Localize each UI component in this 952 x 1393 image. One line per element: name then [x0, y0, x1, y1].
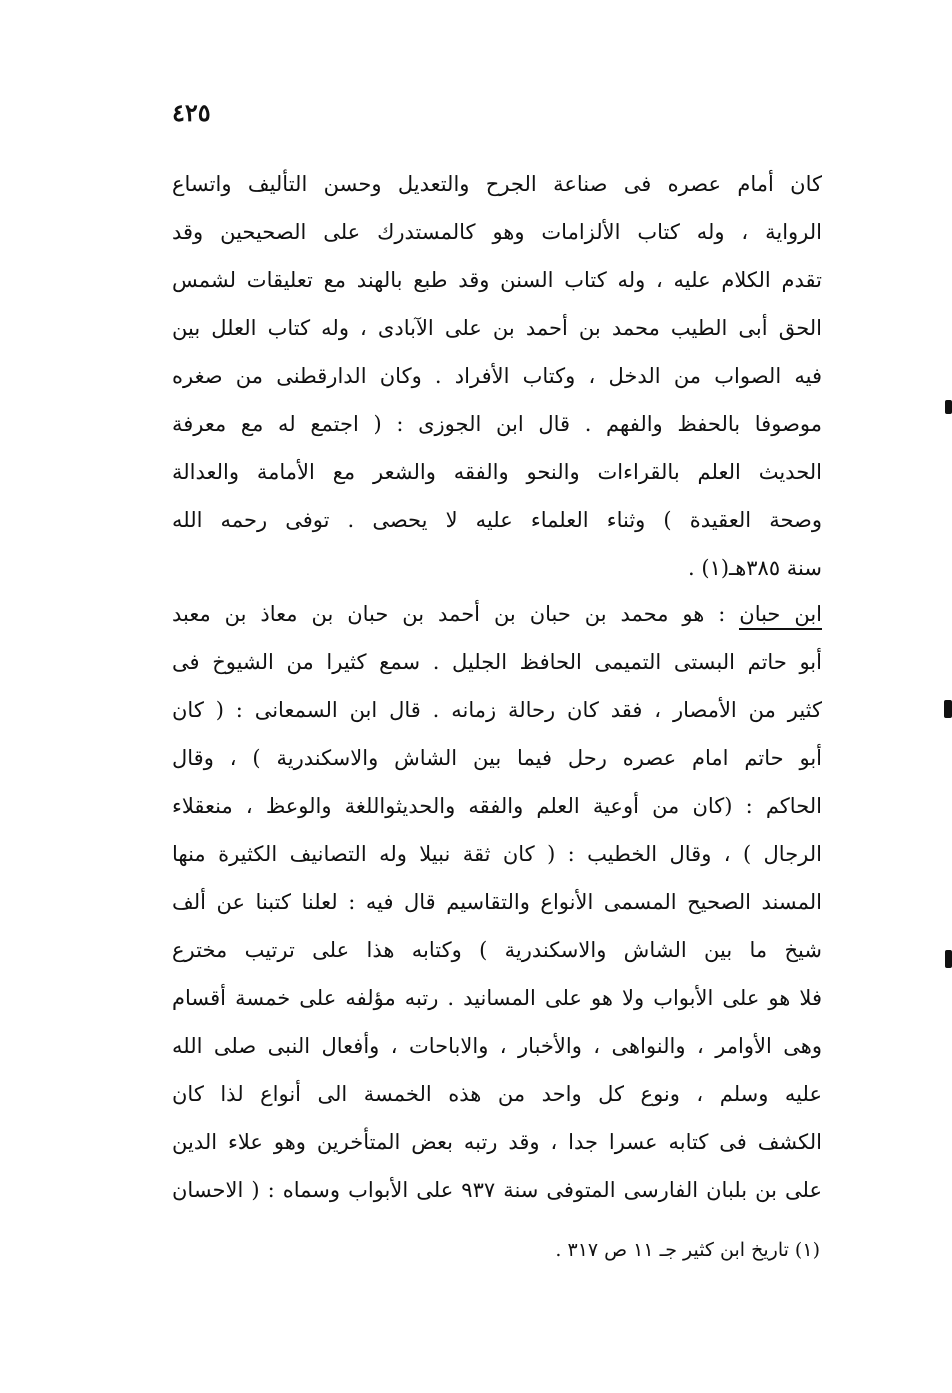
text-line: وصحة العقيدة ) وثناء العلماء عليه لا يحصى . توفى رحمه الله — [172, 508, 822, 532]
text-line: موصوفا بالحفظ والفهم . قال ابن الجوزى : ( اجتمع له مع معرفة — [172, 412, 822, 436]
text-line: كثير من الأمصار ، فقد كان رحالة زمانه . قال ابن السمعانى : ( كان — [172, 698, 822, 722]
footnote: (١) تاريخ ابن كثير جـ ١١ ص ٣١٧ . — [555, 1239, 820, 1261]
text-line: على بن بلبان الفارسى المتوفى سنة ٩٣٧ على الأبواب وسماه : ( الاحسان — [172, 1178, 822, 1202]
paragraph-ibn-hibban — [172, 590, 822, 1214]
text-line: الحديث العلم بالقراءات والنحو والفقه والشعر مع الأمامة والعدالة — [172, 460, 822, 484]
text-line: سنة ٣٨٥هـ(١) . — [688, 556, 822, 580]
text-line: الرجال ) ، وقال الخطيب : ( كان ثقة نبيلا وله التصانيف الكثيرة منها — [172, 842, 822, 866]
scan-margin-mark — [945, 400, 952, 414]
text-line: أبو حاتم البستى التميمى الحافظ الجليل . سمع كثيرا من الشيوخ فى — [172, 650, 822, 674]
text-line: وهى الأوامر ، والنواهى ، والأخبار ، والاباحات ، وأفعال النبى صلى الله — [172, 1034, 822, 1058]
page-number: ٤٢٥ — [172, 98, 211, 127]
scan-margin-mark — [945, 950, 952, 968]
text-line: فلا هو على الأبواب ولا هو على المسانيد . رتبه مؤلفه على خمسة أقسام — [172, 986, 822, 1010]
text-line: الرواية ، وله كتاب الألزامات وهو كالمستدرك على الصحيحين وقد — [172, 220, 822, 244]
entry-heading: ابن حبان — [739, 602, 822, 630]
text-line: الحق أبى الطيب محمد بن أحمد بن على الآبادى ، وله كتاب العلل بين — [172, 316, 822, 340]
entry-heading-rest: : هو محمد بن حبان بن أحمد بن حبان بن معاذ بن معبد — [172, 602, 726, 626]
text-line: فيه الصواب من الدخل ، وكتاب الأفراد . وكان الدارقطنى من صغره — [172, 364, 822, 388]
text-line: تقدم الكلام عليه ، وله كتاب السنن وقد طبع بالهند مع تعليقات لشمس — [172, 268, 822, 292]
entry-heading-line — [172, 590, 822, 638]
text-line: عليه وسلم ، ونوع كل واحد من هذه الخمسة الى أنواع لذا كان — [172, 1082, 822, 1106]
text-line: أبو حاتم امام عصره رحل فيما بين الشاش والاسكندرية ) ، وقال — [172, 746, 822, 770]
text-line: الكشف فى كتابه عسرا جدا ، وقد رتبه بعض المتأخرين وهو علاء الدين — [172, 1130, 822, 1154]
text-line: شيخ ما بين الشاش والاسكندرية ) وكتابه هذا على ترتيب مخترع — [172, 938, 822, 962]
text-line: المسند الصحيح المسمى الأنواع والتقاسيم قال فيه : لعلنا كتبنا عن ألف — [172, 890, 822, 914]
text-line: كان أمام عصره فى صناعة الجرح والتعديل وحسن التأليف واتساع — [172, 172, 822, 196]
paragraph-daraqutni — [172, 160, 822, 592]
text-line: الحاكم : (كان من أوعية العلم والفقه والحديثواللغة والوعظ ، منعقلاء — [172, 794, 822, 818]
scan-margin-mark — [944, 700, 952, 718]
